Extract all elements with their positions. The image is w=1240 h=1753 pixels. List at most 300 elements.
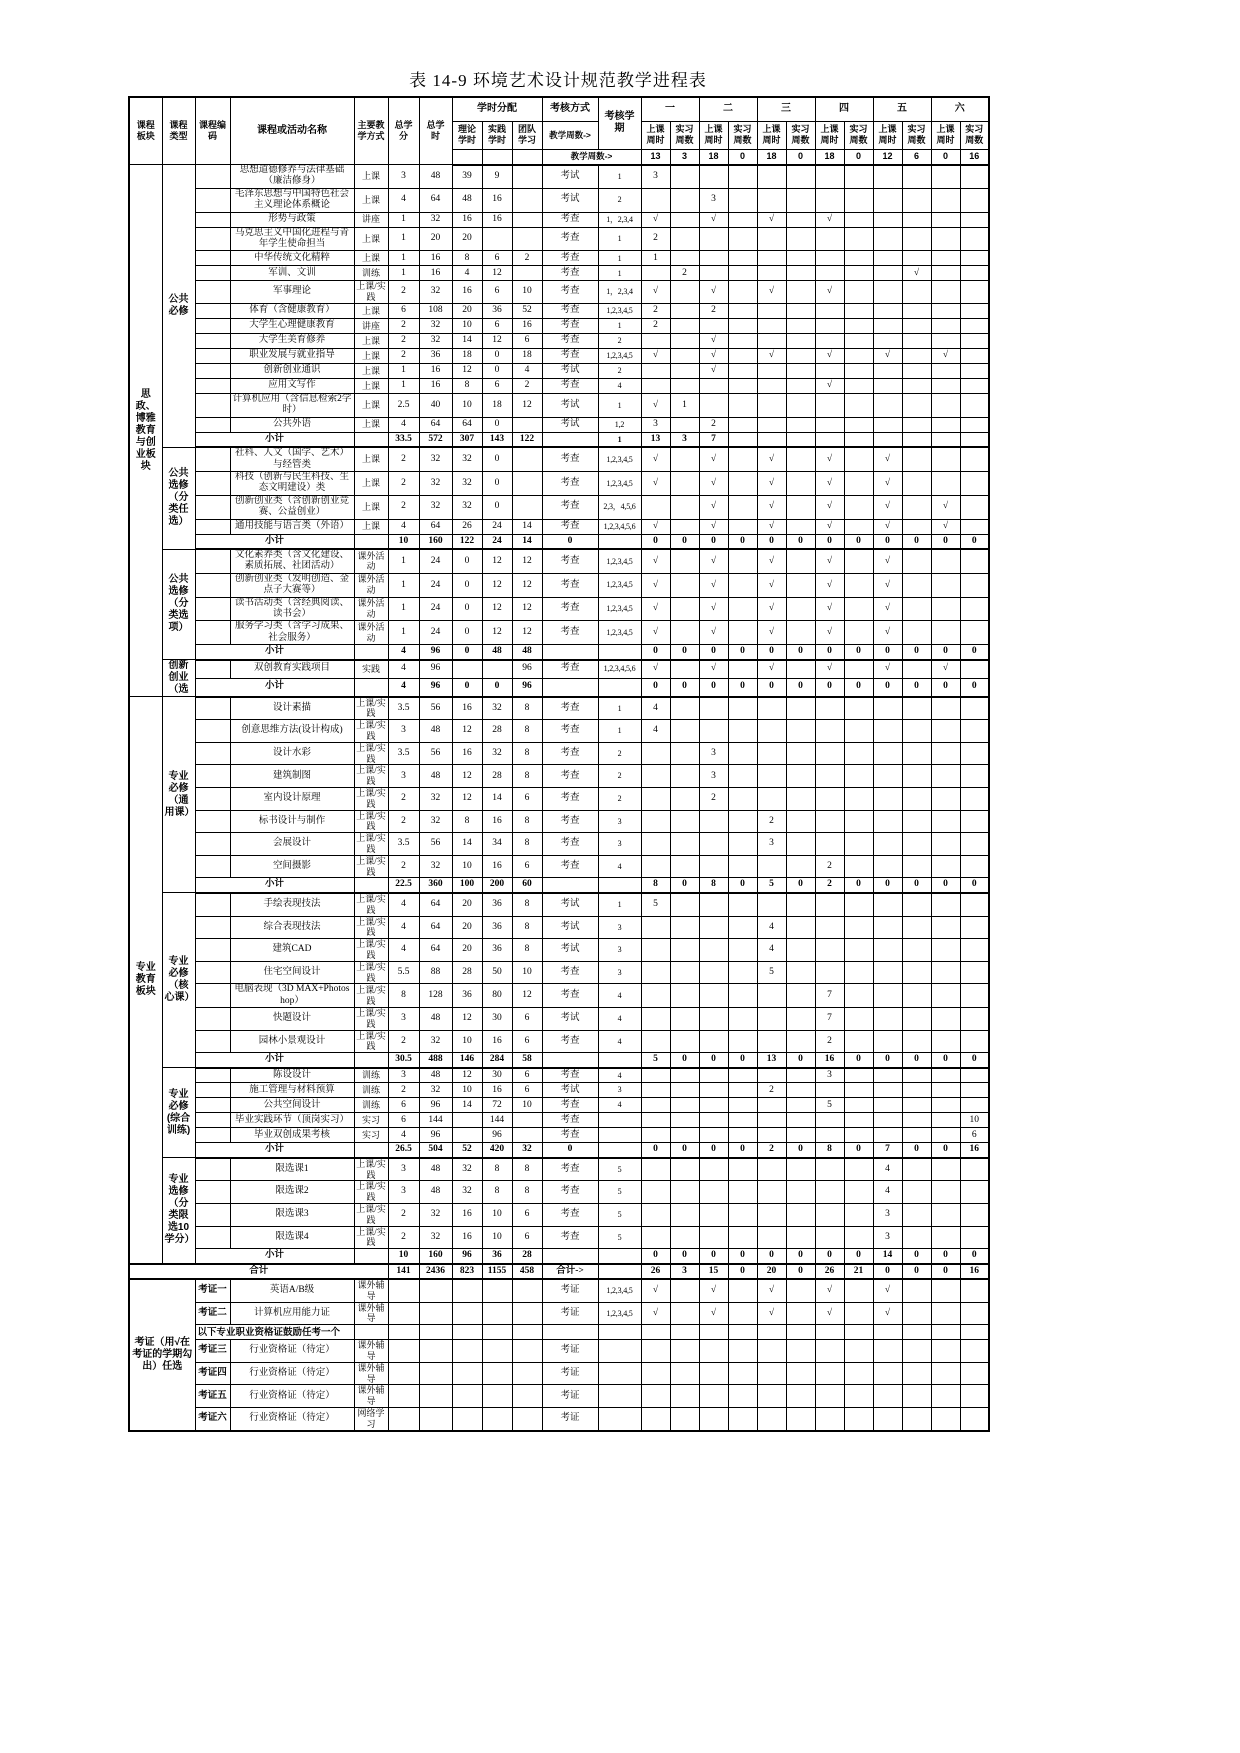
- cell-total-credits: 4: [388, 188, 419, 212]
- cell-team-hours: 8: [512, 1181, 542, 1204]
- cell-sem-value: [786, 720, 815, 743]
- cell-course-name: 室内设计原理: [230, 788, 354, 811]
- cell-team-hours: [512, 227, 542, 251]
- cell-course-code: [195, 788, 230, 811]
- cell-assess-method: 考查: [542, 212, 598, 227]
- cell-sem-value: √: [815, 447, 844, 471]
- cell-sem-value: 0: [699, 645, 728, 660]
- cell-sem-value: [902, 519, 931, 534]
- cell-sem-value: 2: [670, 266, 699, 281]
- cell-assess-term: 1: [598, 893, 641, 916]
- cell-sem-value: [931, 597, 960, 621]
- cell-course-name: 空间摄影: [230, 855, 354, 878]
- cell-sem-value: [641, 855, 670, 878]
- cell-assess-term: 3: [598, 833, 641, 856]
- cell-course-name: 会展设计: [230, 833, 354, 856]
- cell-teach-method: 课外辅导: [354, 1385, 388, 1408]
- cell-sem-value: [931, 1362, 960, 1385]
- cell-sem-value: [757, 303, 786, 318]
- cell-practice-hours: 96: [482, 1128, 512, 1143]
- cell-total-hours: 32: [419, 212, 452, 227]
- cell-sem-value: [815, 697, 844, 720]
- cell-cert-code: 考证六: [195, 1408, 230, 1431]
- cell-total-hours: 48: [419, 1008, 452, 1031]
- cell-total-hours: [419, 1362, 452, 1385]
- cell-sem-value: [786, 573, 815, 597]
- cell-sem-value: 0: [844, 878, 873, 893]
- cell-team-hours: 12: [512, 549, 542, 573]
- cell-assess-method: 考查: [542, 855, 598, 878]
- cell-sem-value: [728, 281, 757, 304]
- cell-course-name: 中华传统文化精粹: [230, 251, 354, 266]
- cell-sem-value: √: [815, 378, 844, 393]
- cell-sem-value: [786, 597, 815, 621]
- cell-sem-value: [757, 1385, 786, 1408]
- cell-practice-hours: 36: [482, 893, 512, 916]
- cell-sem-value: [670, 363, 699, 378]
- cell-block-label: 专业教育板块: [129, 697, 162, 1264]
- cell-sem-value: [844, 1083, 873, 1098]
- teach-weeks-value: 18: [699, 149, 728, 165]
- cell-assess-method: 考证: [542, 1362, 598, 1385]
- cell-total-hours: 48: [419, 165, 452, 189]
- cell-sem-value: [728, 984, 757, 1008]
- cell-sem-value: [757, 1408, 786, 1431]
- cell-sem-value: [844, 984, 873, 1008]
- cell-practice-hours: 16: [482, 188, 512, 212]
- cell-sem-value: [699, 893, 728, 916]
- header-sem5-class-hours: 上课周时: [873, 121, 902, 149]
- cell-sem-value: [873, 1362, 902, 1385]
- cell-sem-value: 3: [873, 1203, 902, 1226]
- cell-practice-hours: 50: [482, 961, 512, 984]
- cell-sem-value: √: [641, 472, 670, 496]
- cell-sem-value: [786, 1302, 815, 1325]
- cell-sem-value: 0: [931, 1053, 960, 1068]
- cell-theory-hours: 32: [452, 472, 482, 496]
- cell-sem-value: [699, 1113, 728, 1128]
- cell-teach-method: 训练: [354, 266, 388, 281]
- cell-sem-value: [786, 188, 815, 212]
- cell-teach-method: 上课/实践: [354, 961, 388, 984]
- cell-sem-value: [902, 212, 931, 227]
- cell-sem-value: [815, 432, 844, 447]
- cell-assess-term: 3: [598, 916, 641, 939]
- cell-sem-value: [960, 318, 989, 333]
- cell-sem-value: [902, 303, 931, 318]
- cell-sem-value: [728, 916, 757, 939]
- cell-course-name: 社科、人文（国学、艺术）与经管类: [230, 447, 354, 471]
- cell-course-code: [195, 697, 230, 720]
- cell-total-hours: 24: [419, 573, 452, 597]
- cell-sem-value: [815, 961, 844, 984]
- cell-practice-hours: 36: [482, 939, 512, 962]
- course-row: [129, 1203, 989, 1226]
- cell-theory-hours: 32: [452, 1181, 482, 1204]
- teach-weeks-row-label: 教学周数->: [542, 149, 641, 165]
- cell-practice-hours: 9: [482, 165, 512, 189]
- cell-total-hours: 32: [419, 472, 452, 496]
- cell-sem-value: 0: [873, 645, 902, 660]
- cell-practice-hours: 8: [482, 1158, 512, 1181]
- cell-sem-value: [786, 1203, 815, 1226]
- cell-sem-value: 0: [728, 1053, 757, 1068]
- cell-course-name: 限选课1: [230, 1158, 354, 1181]
- cell-assess-method: [542, 432, 598, 447]
- cell-sem-value: [844, 378, 873, 393]
- cell-sem-value: 8: [815, 1143, 844, 1158]
- cell-sem-value: [902, 1302, 931, 1325]
- cell-teach-method: [354, 645, 388, 660]
- cell-sem-value: [786, 1008, 815, 1031]
- course-row: [129, 495, 989, 519]
- cell-sem-value: [757, 1181, 786, 1204]
- cell-practice-hours: 6: [482, 378, 512, 393]
- cell-teach-method: 上课/实践: [354, 742, 388, 765]
- cell-theory-hours: 16: [452, 281, 482, 304]
- cell-sem-value: [641, 1203, 670, 1226]
- cell-sem-value: [728, 495, 757, 519]
- cell-sem-value: √: [757, 212, 786, 227]
- cell-assess-term: 3: [598, 810, 641, 833]
- cell-practice-hours: 12: [482, 621, 512, 645]
- cell-sem-value: [728, 417, 757, 432]
- cell-theory-hours: 14: [452, 333, 482, 348]
- cell-team-hours: 12: [512, 393, 542, 417]
- teach-weeks-value: 0: [728, 149, 757, 165]
- cell-sem-value: [728, 1203, 757, 1226]
- cell-sem-value: [670, 597, 699, 621]
- cell-sem-value: [960, 597, 989, 621]
- header-sem5-intern-weeks: 实习周数: [902, 121, 931, 149]
- cell-sem-value: [786, 893, 815, 916]
- cell-sem-value: 1: [670, 393, 699, 417]
- cell-total-hours: 64: [419, 519, 452, 534]
- cell-sem-value: [641, 939, 670, 962]
- cell-sem-value: [699, 165, 728, 189]
- cell-team-hours: 10: [512, 1098, 542, 1113]
- cell-sem-value: 0: [786, 645, 815, 660]
- cell-course-name: 电脑表现（3D MAX+Photoshop）: [230, 984, 354, 1008]
- cell-sem-value: 0: [931, 534, 960, 549]
- cell-sem-value: [931, 810, 960, 833]
- cell-course-code: [195, 318, 230, 333]
- cell-sem-value: [786, 363, 815, 378]
- cell-sem-value: [902, 1325, 931, 1340]
- cell-sem-value: [728, 1385, 757, 1408]
- cell-teach-method: 上课/实践: [354, 281, 388, 304]
- cell-theory-hours: 20: [452, 893, 482, 916]
- cell-sem-value: [757, 393, 786, 417]
- cell-sem-value: [902, 1083, 931, 1098]
- cell-sem-value: [641, 916, 670, 939]
- cell-sem-value: [670, 378, 699, 393]
- cell-sem-value: [728, 1302, 757, 1325]
- cell-sem-value: 0: [844, 1053, 873, 1068]
- cell-sem-value: [960, 251, 989, 266]
- cell-team-hours: 28: [512, 1249, 542, 1264]
- cell-total-hours: 96: [419, 1128, 452, 1143]
- cell-total-credits: 30.5: [388, 1053, 419, 1068]
- cell-assess-term: 3: [598, 939, 641, 962]
- cell-sem-value: 0: [931, 678, 960, 697]
- cell-assess-method: 考查: [542, 1181, 598, 1204]
- cell-theory-hours: 8: [452, 378, 482, 393]
- cell-total-credits: 4: [388, 519, 419, 534]
- cell-theory-hours: [452, 1385, 482, 1408]
- cell-sem-value: [873, 1128, 902, 1143]
- cell-sem-value: [844, 1362, 873, 1385]
- cell-sem-value: 16: [815, 1053, 844, 1068]
- cell-sem-value: [786, 266, 815, 281]
- header-team-hours: 团队学习: [512, 121, 542, 149]
- cell-sem-value: 7: [815, 984, 844, 1008]
- cell-sem-value: [844, 251, 873, 266]
- cell-theory-hours: [452, 1408, 482, 1431]
- cell-teach-method: 上课: [354, 378, 388, 393]
- cell-practice-hours: 0: [482, 678, 512, 697]
- cell-sem-value: 0: [960, 1053, 989, 1068]
- cell-sem-value: [641, 1083, 670, 1098]
- cell-assess-method: 考试: [542, 165, 598, 189]
- header-course-code: 课程编码: [195, 97, 230, 165]
- cell-sem-value: [873, 765, 902, 788]
- cell-total-credits: 10: [388, 1249, 419, 1264]
- cell-sem-value: [670, 1098, 699, 1113]
- cell-course-name: 行业资格证（待定）: [230, 1340, 354, 1363]
- header-sem2-class-hours: 上课周时: [699, 121, 728, 149]
- cell-sem-value: 0: [786, 678, 815, 697]
- cell-sem-value: [873, 1068, 902, 1083]
- cell-sem-value: [728, 621, 757, 645]
- cell-total-credits: 3.5: [388, 697, 419, 720]
- cell-sem-value: [931, 765, 960, 788]
- cell-sem-value: [844, 417, 873, 432]
- cell-assess-term: [598, 534, 641, 549]
- cell-total-credits: 4: [388, 645, 419, 660]
- cell-sem-value: [844, 788, 873, 811]
- cell-total-credits: 33.5: [388, 432, 419, 447]
- cell-sem-value: [844, 916, 873, 939]
- cell-total-credits: 2: [388, 281, 419, 304]
- cell-total-credits: 4: [388, 893, 419, 916]
- cell-teach-method: 上课: [354, 333, 388, 348]
- cell-total-hours: 32: [419, 1030, 452, 1053]
- course-row: [129, 742, 989, 765]
- cell-teach-method: 上课/实践: [354, 697, 388, 720]
- cell-sem-value: [844, 447, 873, 471]
- cell-teach-method: 上课/实践: [354, 1008, 388, 1031]
- cell-sem-value: [641, 1158, 670, 1181]
- cell-assess-term: [598, 1143, 641, 1158]
- cell-sem-value: [670, 984, 699, 1008]
- cell-total-hours: 36: [419, 348, 452, 363]
- cell-sem-value: 0: [699, 1053, 728, 1068]
- cell-sem-value: [699, 1158, 728, 1181]
- header-sem-4: 四: [815, 97, 873, 121]
- cell-course-name: 军训、文训: [230, 266, 354, 281]
- cell-subtotal-label: 小计: [195, 1143, 354, 1158]
- cell-sem-value: √: [699, 363, 728, 378]
- cell-sem-value: √: [815, 573, 844, 597]
- cell-sem-value: [960, 621, 989, 645]
- course-row: [129, 549, 989, 573]
- cell-total-credits: 6: [388, 1113, 419, 1128]
- cell-sem-value: [786, 303, 815, 318]
- cell-course-name: 限选课2: [230, 1181, 354, 1204]
- cell-theory-hours: [452, 1113, 482, 1128]
- header-sem-3: 三: [757, 97, 815, 121]
- cell-sem-value: √: [873, 447, 902, 471]
- cell-course-name: 快题设计: [230, 1008, 354, 1031]
- cell-theory-hours: [452, 1302, 482, 1325]
- cell-theory-hours: 12: [452, 363, 482, 378]
- cell-sem-value: [786, 227, 815, 251]
- cell-sem-value: [931, 916, 960, 939]
- cell-course-name: 军事理论: [230, 281, 354, 304]
- cell-course-code: [195, 188, 230, 212]
- cell-theory-hours: 12: [452, 1008, 482, 1031]
- cell-assess-method: 考试: [542, 417, 598, 432]
- cell-assess-term: [598, 1385, 641, 1408]
- cell-sem-value: [670, 1302, 699, 1325]
- cell-teach-method: 上课/实践: [354, 939, 388, 962]
- cell-team-hours: [512, 1362, 542, 1385]
- cell-sem-value: [844, 961, 873, 984]
- cell-total-hours: 32: [419, 495, 452, 519]
- cell-sem-value: [931, 393, 960, 417]
- course-row: [129, 519, 989, 534]
- cell-sem-value: [960, 1098, 989, 1113]
- cell-teach-method: 训练: [354, 1083, 388, 1098]
- cell-sem-value: [902, 549, 931, 573]
- course-row: [129, 893, 989, 916]
- cell-course-name: 英语A/B级: [230, 1279, 354, 1302]
- cell-total-credits: [388, 1408, 419, 1431]
- cell-sem-value: [757, 1158, 786, 1181]
- cell-sem-value: √: [641, 660, 670, 679]
- course-row: [129, 855, 989, 878]
- cell-course-name: 园林小景观设计: [230, 1030, 354, 1053]
- cell-sem-value: [786, 1030, 815, 1053]
- cell-total-credits: 26.5: [388, 1143, 419, 1158]
- cell-sem-value: 0: [757, 645, 786, 660]
- course-row: [129, 810, 989, 833]
- cell-team-hours: 2: [512, 378, 542, 393]
- cell-team-hours: [512, 1113, 542, 1128]
- cell-assess-method: 考试: [542, 1008, 598, 1031]
- cell-sem-value: [728, 318, 757, 333]
- header-sem-2: 二: [699, 97, 757, 121]
- cell-course-code: [195, 251, 230, 266]
- cell-total-hours: 56: [419, 697, 452, 720]
- cell-sem-value: [844, 660, 873, 679]
- cell-sem-value: [641, 363, 670, 378]
- cell-type-label: 公共选修（分类任选）: [162, 447, 195, 549]
- cell-sem-value: √: [815, 348, 844, 363]
- cell-sem-value: [960, 1203, 989, 1226]
- cell-assess-method: 考查: [542, 1203, 598, 1226]
- cell-sem-value: 5: [815, 1098, 844, 1113]
- cell-sem-value: √: [931, 660, 960, 679]
- cell-sem-value: [670, 1340, 699, 1363]
- cell-sem-value: [699, 720, 728, 743]
- cell-teach-method: 训练: [354, 1068, 388, 1083]
- cell-sem-value: [641, 1113, 670, 1128]
- cell-theory-hours: 10: [452, 855, 482, 878]
- cell-sem-value: [902, 893, 931, 916]
- cell-sem-value: [670, 573, 699, 597]
- cell-practice-hours: 24: [482, 534, 512, 549]
- cell-team-hours: [512, 472, 542, 496]
- header-teach-weeks: 教学周数->: [542, 121, 598, 149]
- cell-sem-value: [931, 1340, 960, 1363]
- cell-assess-method: 考查: [542, 742, 598, 765]
- cell-team-hours: 12: [512, 597, 542, 621]
- cell-assess-term: 2: [598, 363, 641, 378]
- cell-sem-value: 2: [641, 227, 670, 251]
- cell-sem-value: [844, 1008, 873, 1031]
- cell-total-hours: 16: [419, 378, 452, 393]
- cell-sem-value: √: [699, 495, 728, 519]
- cell-sem-value: [757, 378, 786, 393]
- cell-sem-value: [844, 1408, 873, 1431]
- cell-assess-term: 5: [598, 1226, 641, 1249]
- cell-course-code: [195, 833, 230, 856]
- cell-sem-value: 2: [815, 878, 844, 893]
- cell-sem-value: 3: [757, 833, 786, 856]
- cell-sem-value: 0: [670, 1143, 699, 1158]
- cell-assess-method: 考证: [542, 1340, 598, 1363]
- cell-assess-method: [542, 1325, 598, 1340]
- cell-theory-hours: 10: [452, 1083, 482, 1098]
- cell-sem-value: [670, 303, 699, 318]
- cell-sem-value: [844, 720, 873, 743]
- cell-sem-value: [844, 573, 873, 597]
- cell-total-hours: 24: [419, 597, 452, 621]
- cell-sem-value: √: [757, 549, 786, 573]
- cell-sem-value: [670, 810, 699, 833]
- cell-sem-value: [815, 1340, 844, 1363]
- cell-assess-method: 0: [542, 1143, 598, 1158]
- cell-assess-term: 1,2: [598, 417, 641, 432]
- cell-theory-hours: 4: [452, 266, 482, 281]
- cell-sem-value: [931, 447, 960, 471]
- header-sem4-intern-weeks: 实习周数: [844, 121, 873, 149]
- cell-course-name: 行业资格证（待定）: [230, 1408, 354, 1431]
- cell-sem-value: [641, 1408, 670, 1431]
- cell-total-hours: 504: [419, 1143, 452, 1158]
- cell-total-hours: 24: [419, 621, 452, 645]
- cell-teach-method: 上课: [354, 251, 388, 266]
- course-row: [129, 165, 989, 189]
- cell-sem-value: [757, 1325, 786, 1340]
- cell-course-name: 标书设计与制作: [230, 810, 354, 833]
- cell-sem-value: [844, 393, 873, 417]
- cell-sem-value: [844, 939, 873, 962]
- cell-total-credits: 2: [388, 495, 419, 519]
- cell-course-name: 科技（创新与民生科技、生态文明建设）类: [230, 472, 354, 496]
- cell-course-code: [195, 1083, 230, 1098]
- cell-course-name: 行业资格证（待定）: [230, 1385, 354, 1408]
- cell-sem-value: 0: [844, 645, 873, 660]
- cell-team-hours: 10: [512, 281, 542, 304]
- cell-total-hours: 16: [419, 251, 452, 266]
- cell-team-hours: 12: [512, 984, 542, 1008]
- cell-sem-value: [728, 765, 757, 788]
- cell-sem-value: [931, 281, 960, 304]
- cell-total-credits: 3: [388, 1068, 419, 1083]
